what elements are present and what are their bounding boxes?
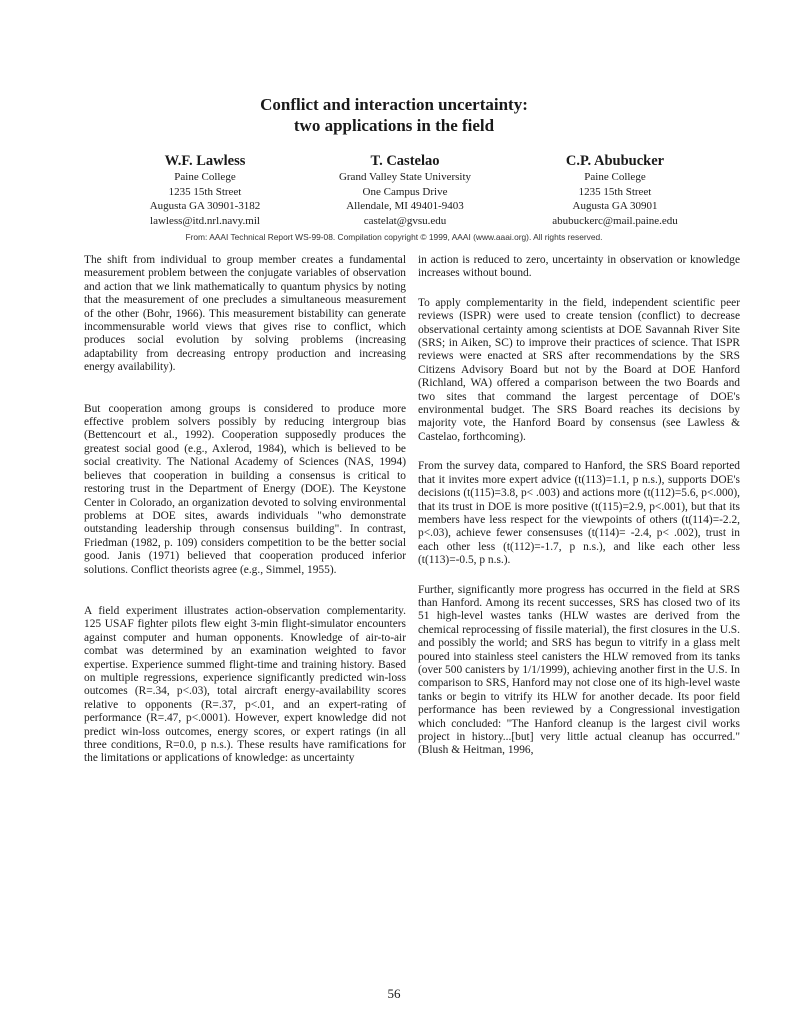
author-address-line-2: Augusta GA 30901-3182 <box>149 200 261 212</box>
author-3 <box>520 152 710 228</box>
paragraph: The shift from individual to group member creates a fundamental measurement problem between the conjugate variables of observation and action that we link mathematically to quantum physics by noting that the measurement of one precludes a simultaneous measurement of the other (Bohr, 1966). This measurement bistability can generate incommensurable world views that gives rise to conflict, which produces social evolution by solving problems (increasing adaptability from decreasing entropy production and increasing energy availability). <box>84 254 406 374</box>
author-name: C.P. Abubucker <box>565 153 665 169</box>
author-affiliation: Grand Valley State University <box>338 171 472 183</box>
paragraph: A field experiment illustrates action-observation complementarity. 125 USAF fighter pilots flew eight 3-min flight-simulator encounters against computer and human opponents. Knowledge of air-to-air combat was determined by an examination weighted to favor expertise. Experience summed flight-time and training history. Based on multiple regressions, experience significantly predicted win-loss outcomes (R=.34, p<.03), total aircraft energy-availability scores relative to opponents (R=.37, p<.01, and an expert-rating of performance (R=.47, p<.0001). However, expert knowledge did not predict win-loss outcomes, energy scores, or expert ratings (in all three conditions, R=0.0, p n.s.). These results have ramifications for the limitations or applications of knowledge: as uncertainty <box>84 604 406 765</box>
author-address-line-2: Augusta GA 30901 <box>572 200 658 212</box>
title-line-1: Conflict and interaction uncertainty: <box>260 95 528 114</box>
author-2 <box>300 152 510 228</box>
paper-title <box>0 94 788 136</box>
author-address-line-1: 1235 15th Street <box>168 185 242 198</box>
left-column <box>84 254 406 766</box>
paragraph: From the survey data, compared to Hanford, the SRS Board reported that it invites more expert advice (t(113)=1.1, p n.s.), supports DOE's decisions (t(115)=3.8, p< .003) and actions more (t(112)=5.6, p<.000), that its trust in DOE is more positive (t(115)=2.9, p<.001), but that its members have less respect for the viewpoints of others (t(114)=-2.2, p<.03), achieve fewer consensuses (t(114)= -2.4, p< .002), trust in each other less (t(112)=-1.7, p n.s.), and like each other less (t(113)=-0.5, p n.s.). <box>418 460 740 567</box>
author-email: abubuckerc@mail.paine.edu <box>552 214 678 227</box>
title-line-2: two applications in the field <box>293 116 495 135</box>
author-name: T. Castelao <box>370 153 440 169</box>
author-affiliation: Paine College <box>174 171 236 183</box>
right-column <box>418 254 740 758</box>
author-email: castelat@gvsu.edu <box>363 214 447 227</box>
paragraph: in action is reduced to zero, uncertainty in observation or knowledge increases without bound. <box>418 254 740 280</box>
author-address-line-1: 1235 15th Street <box>578 185 652 198</box>
author-address-line-2: Allendale, MI 49401-9403 <box>346 200 464 212</box>
author-name: W.F. Lawless <box>164 153 246 169</box>
page-number: 56 <box>387 986 401 1001</box>
author-affiliation: Paine College <box>584 171 646 183</box>
paragraph: To apply complementarity in the field, independent scientific peer reviews (ISPR) were used to create tension (conflict) to decrease observational certainty among scientists at DOE Savannah River Site (SRS; in Aiken, SC) to improve their practices of science. That ISPR reviews were enacted at SRS after recommendations by the SRS Citizens Advisory Board but not by the Board at DOE Hanford (Richland, WA) offered a comparison between the two Boards and two sites that command the largest percentage of DOE's environmental budget. The SRS Board reaches its decisions by majority vote, the Hanford Board by consensus (see Lawless & Castelao, forthcoming). <box>418 296 740 443</box>
paragraph: But cooperation among groups is considered to produce more effective problem solvers possibly by reducing intergroup bias (Bettencourt et al., 1992). Cooperation supposedly produces the greatest social good (e.g., Axlerod, 1984), which is believed to be social creativity. The National Academy of Sciences (NAS, 1994) believes that cooperation in building a consensus is critical to restoring trust in the Department of Energy (DOE). The Keystone Center in Colorado, an organization devoted to solving environmental problems at DOE sites, awards individuals "who demonstrate outstanding leadership through consensus building". In contrast, Friedman (1982, p. 109) considers competition to be the better social good. Janis (1971) believed that cooperation produced inferior solutions. Conflict theorists agree (e.g., Simmel, 1955). <box>84 402 406 576</box>
author-address-line-1: One Campus Drive <box>362 185 448 198</box>
paragraph: Further, significantly more progress has occurred in the field at SRS than Hanford. Among its recent successes, SRS has closed two of its 51 high-level wastes tanks (HLW wastes are derived from the chemical reprocessing of fissile material), the first closures in the U.S. and possibly the world; and SRS has begun to vitrify in a glass melt poured into stainless steel canisters the HLW removed from its tanks (over 500 canisters by 1/1/1999), achieving another first in the U.S. In comparison to SRS, Hanford may not close one of its high-level waste tanks or begin to vitrify its HLW for another decade. Its poor field performance has been reviewed by a Congressional investigation which concluded: "The Hanford cleanup is the largest civil works project in history...[but] very little actual cleanup has occurred." (Blush & Heitman, 1996, <box>418 583 740 757</box>
copyright-notice: From: AAAI Technical Report WS-99-08. Compilation copyright © 1999, AAAI (www.aaai.org). All rights reserved. <box>185 232 603 242</box>
author-email: lawless@itd.nrl.navy.mil <box>150 214 260 227</box>
author-1 <box>110 152 300 228</box>
